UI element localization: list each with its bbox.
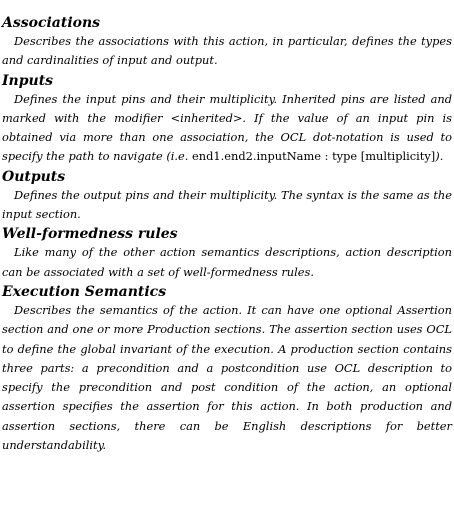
section-heading-inputs: Inputs — [2, 72, 54, 89]
section-heading-well-formedness-rules: Well-formedness rules — [2, 226, 178, 243]
document-page — [2, 14, 452, 456]
section-outputs — [2, 168, 452, 225]
inputs-path-notation: end1.end2.inputName : type [multiplicity] — [192, 149, 436, 164]
section-well-formedness-rules — [2, 225, 452, 282]
section-body-associations: Describes the associations with this action, in particular, defines the types and cardinalities of input and output. — [2, 34, 452, 68]
section-heading-associations: Associations — [2, 15, 101, 31]
section-associations — [2, 14, 452, 71]
inputs-text-part-2: ). — [435, 149, 444, 164]
section-heading-execution-semantics: Execution Semantics — [2, 283, 167, 300]
inputs-text-part-1: Defines the input pins and their multiplicity. Inherited pins are listed and marked with the modifier <inherited>. If the value of an input pin is obtained via more than one association, the OCL dot-notation is used to specify the path to navigate (i.e. — [2, 91, 452, 164]
section-body-inputs — [2, 90, 452, 167]
section-execution-semantics — [2, 283, 452, 455]
section-inputs — [2, 72, 452, 167]
section-body-well-formedness-rules: Like many of the other action semantics descriptions, action description can be associated with a set of well-formedness rules. — [2, 245, 452, 279]
section-body-execution-semantics: Describes the semantics of the action. It can have one optional Assertion section and one or more Production sections. The assertion section uses OCL to define the global invariant of the execution. A production section contains three parts: a precondition and a postcondition use OCL description to specify the precondition and post condition of the action, an optional assertion specifies the assertion for this action. In both production and assertion sections, there can be English descriptions for better understandability. — [2, 302, 452, 453]
section-body-outputs: Defines the output pins and their multiplicity. The syntax is the same as the input section. — [2, 187, 452, 222]
section-heading-outputs: Outputs — [2, 168, 66, 185]
